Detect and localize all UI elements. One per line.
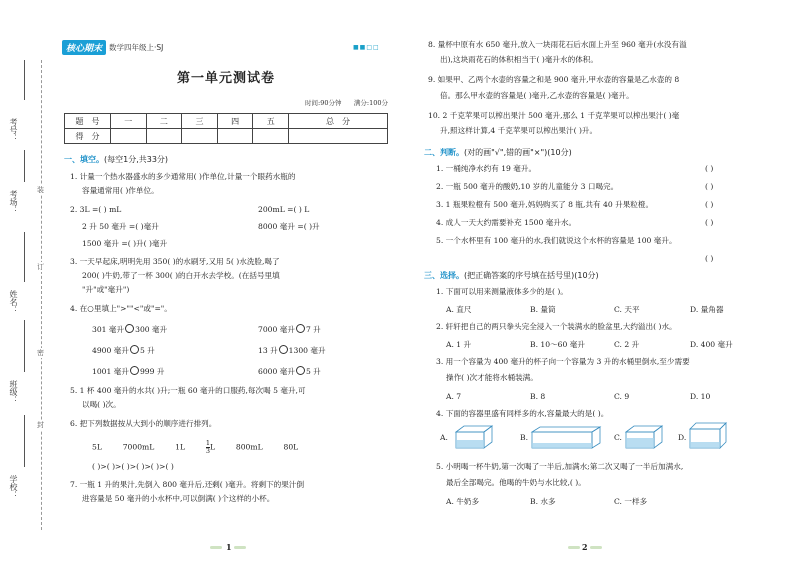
tank-d-icon xyxy=(688,422,728,450)
score-table-header-row xyxy=(65,114,388,129)
binding-label-class: 班级： xyxy=(9,380,18,404)
compare-left: 301 毫升 xyxy=(92,325,125,334)
question-6-order: ( )>( )>( )>( )>( )>( ) xyxy=(92,462,174,471)
binding-margin xyxy=(0,0,44,561)
exam-title: 第一单元测试卷 xyxy=(176,71,275,86)
judge-item: 1. 一桶纯净水约有 19 毫升。 xyxy=(436,164,537,173)
score-table xyxy=(64,113,388,144)
section-note: (对的画"√",错的画"×")(10分) xyxy=(464,148,572,157)
score-input-cell[interactable] xyxy=(182,129,218,144)
judge-item: 3. 1 瓶果粒橙有 500 毫升,妈妈购买了 8 瓶,共有 40 升果粒橙。 xyxy=(436,200,654,209)
question-7-line-1: 7. 一瓶 1 升的果汁,先倒入 800 毫升后,还剩( )毫升。将剩下的果汁倒 xyxy=(70,480,305,489)
binding-dashed-line xyxy=(41,60,42,530)
score-input-cell[interactable] xyxy=(111,129,147,144)
question-2-a2: 200mL =( ) L xyxy=(258,205,310,214)
exam-time: 时间:90分钟 xyxy=(305,99,342,107)
choice-option[interactable]: D. 400 毫升 xyxy=(690,340,733,349)
binding-char: 装 xyxy=(37,186,44,194)
score-input-cell[interactable] xyxy=(253,129,289,144)
binding-label-name: 姓名： xyxy=(9,290,18,314)
choice-4-question: 4. 下面的容器里盛有同样多的水,容量最大的是( )。 xyxy=(436,409,609,418)
tank-b-icon xyxy=(530,426,602,450)
compare-left: 7000 毫升 xyxy=(258,325,295,334)
choice-option[interactable]: A. 直尺 xyxy=(446,305,472,314)
compare-item xyxy=(92,324,167,335)
score-cell: 总 分 xyxy=(289,114,388,129)
section-judge-header xyxy=(424,147,572,158)
question-3-line-1: 3. 一天早起床,明明先用 350( )的水刷牙,又用 5( )水洗脸,喝了 xyxy=(70,257,280,266)
data-item: 7000mL xyxy=(122,442,155,452)
question-3-line-3: "升"或"毫升") xyxy=(82,285,130,294)
compare-circle[interactable] xyxy=(125,324,134,333)
question-10-line-1: 10. 2 千克苹果可以榨出果汁 500 毫升,那么 1 千克苹果可以榨出果汁( )毫 xyxy=(428,111,680,120)
data-item: 1L xyxy=(175,442,186,452)
score-cell: 得 分 xyxy=(65,129,111,144)
choice-option[interactable]: B. 10～60 毫升 xyxy=(530,340,585,349)
data-item: 5L xyxy=(92,442,102,452)
page-number-right: 2 xyxy=(582,542,588,552)
binding-underline xyxy=(24,415,25,467)
fraction-denominator: 3 xyxy=(205,447,210,455)
score-cell: 五 xyxy=(253,114,289,129)
binding-underline xyxy=(24,60,25,100)
section-fill-in-header xyxy=(64,154,168,165)
corner-mark: ■■□□ xyxy=(353,44,380,51)
judge-answer[interactable]: ( ) xyxy=(705,200,714,209)
choice-option[interactable]: B. 量筒 xyxy=(530,305,556,314)
section-note: (每空1分,共33分) xyxy=(104,155,169,164)
binding-label-exam-number: 考号： xyxy=(9,118,18,142)
compare-item xyxy=(258,345,326,356)
compare-right: 5 升 xyxy=(305,367,321,376)
choice-2-question: 2. 轩轩把自己的两只拳头完全浸入一个装满水的脸盆里,大约溢出( )水。 xyxy=(436,322,677,331)
choice-option[interactable]: A. 7 xyxy=(446,392,462,401)
judge-answer[interactable]: ( ) xyxy=(705,254,714,263)
question-5-line-2: 以喝( )次。 xyxy=(82,400,121,409)
choice-option[interactable]: D. xyxy=(678,433,687,442)
tank-a-icon xyxy=(454,424,494,450)
score-cell: 二 xyxy=(146,114,182,129)
logo-subtitle: 数学四年级上·SJ xyxy=(109,43,164,52)
compare-item xyxy=(92,366,164,377)
choice-option[interactable]: A. xyxy=(440,433,448,442)
choice-3-line-1: 3. 用一个容量为 400 毫升的杯子向一个容量为 3 升的水桶里倒水,至少需要 xyxy=(436,357,690,366)
data-item: 80L xyxy=(283,442,299,452)
compare-right: 1300 毫升 xyxy=(288,346,326,355)
section-title: 三、选择。 xyxy=(424,271,464,280)
binding-underline xyxy=(24,320,25,372)
judge-answer[interactable]: ( ) xyxy=(705,164,714,173)
choice-option[interactable]: B. 8 xyxy=(530,392,546,401)
question-1-line-2: 容量通常用( )作单位。 xyxy=(82,186,159,195)
section-choice-header xyxy=(424,270,599,281)
choice-5-line-2: 最后全部喝完。他喝的牛奶与水比较,( )。 xyxy=(446,478,586,487)
question-3-line-2: 200( )牛奶,带了一杯 300( )的白开水去学校。(在括号里填 xyxy=(82,271,280,280)
question-6-items xyxy=(92,440,298,455)
section-title: 二、判断。 xyxy=(424,148,464,157)
binding-underline xyxy=(24,150,25,182)
score-input-cell[interactable] xyxy=(217,129,253,144)
choice-option[interactable]: C. 一样多 xyxy=(614,497,648,506)
compare-item xyxy=(92,345,155,356)
fraction-numerator: 1 xyxy=(205,439,210,447)
question-9-line-1: 9. 如果甲、乙两个水壶的容量之和是 900 毫升,甲水壶的容量是乙水壶的 8 xyxy=(428,75,680,84)
compare-circle[interactable] xyxy=(279,345,288,354)
question-4-prompt: 4. 在○里填上">""<"或"="。 xyxy=(70,304,172,313)
section-title: 一、填空。 xyxy=(64,155,104,164)
binding-label-exam-room: 考场： xyxy=(9,190,18,214)
compare-item xyxy=(258,366,321,377)
question-8-line-1: 8. 量杯中原有水 650 毫升,放入一块雨花石后水面上升至 960 毫升(水没有溢 xyxy=(428,40,687,49)
compare-right: 7 升 xyxy=(305,325,321,334)
choice-option[interactable]: C. 2 升 xyxy=(614,340,640,349)
choice-option[interactable]: C. 9 xyxy=(614,392,630,401)
page-number-decoration xyxy=(568,546,580,549)
choice-option[interactable]: A. 1 升 xyxy=(446,340,472,349)
score-cell: 一 xyxy=(111,114,147,129)
score-input-cell[interactable] xyxy=(146,129,182,144)
compare-right: 300 毫升 xyxy=(135,325,168,334)
compare-left: 6000 毫升 xyxy=(258,367,295,376)
compare-circle[interactable] xyxy=(130,345,139,354)
binding-label-school: 学校： xyxy=(9,475,18,499)
question-9-line-2: 倍。那么甲水壶的容量是( )毫升,乙水壶的容量是( )毫升。 xyxy=(440,91,634,100)
section-note: (把正确答案的序号填在括号里)(10分) xyxy=(464,271,599,280)
choice-option[interactable]: A. 牛奶多 xyxy=(446,497,480,506)
judge-item: 5. 一个水杯里有 100 毫升的水,我们就说这个水杯的容量是 100 毫升。 xyxy=(436,236,677,245)
page-number-decoration xyxy=(210,546,222,549)
judge-answer[interactable]: ( ) xyxy=(705,218,714,227)
page-number-left: 1 xyxy=(226,542,232,552)
judge-item: 4. 成人一天大约需要补充 1500 毫升水。 xyxy=(436,218,577,227)
question-8-line-2: 出),这块雨花石的体积相当于( )毫升水的体积。 xyxy=(440,55,598,64)
page-number-decoration xyxy=(590,546,602,549)
data-item: 800mL xyxy=(235,442,263,452)
judge-answer[interactable]: ( ) xyxy=(705,182,714,191)
choice-option[interactable]: B. xyxy=(520,433,528,442)
binding-char: 订 xyxy=(37,263,44,271)
compare-circle[interactable] xyxy=(130,366,139,375)
logo-badge: 核心期末 xyxy=(62,40,106,55)
binding-char: 密 xyxy=(37,349,44,357)
score-table-score-row xyxy=(65,129,388,144)
question-6-prompt: 6. 把下列数据按从大到小的顺序进行排列。 xyxy=(70,419,217,428)
score-cell: 题 号 xyxy=(65,114,111,129)
binding-char: 封 xyxy=(37,421,44,429)
exam-total: 满分:100分 xyxy=(353,99,388,107)
question-7-line-2: 进容量是 50 毫升的小水杯中,可以倒满( )个这样的小杯。 xyxy=(82,494,275,503)
exam-meta xyxy=(62,98,388,107)
compare-right: 5 升 xyxy=(139,346,155,355)
compare-item xyxy=(258,324,321,335)
choice-option[interactable]: D. 量角器 xyxy=(690,305,724,314)
choice-3-line-2: 操作( )次才能将水桶装满。 xyxy=(446,373,538,382)
compare-left: 13 升 xyxy=(258,346,278,355)
question-1-line-1: 1. 计量一个热水器盛水的多少通常用( )作单位,计量一个眼药水瓶的 xyxy=(70,172,296,181)
compare-left: 4900 毫升 xyxy=(92,346,129,355)
choice-option[interactable]: C. xyxy=(614,433,622,442)
data-item: L xyxy=(210,442,216,452)
score-input-cell[interactable] xyxy=(289,129,388,144)
score-cell: 四 xyxy=(217,114,253,129)
compare-circle[interactable] xyxy=(296,324,305,333)
page-number-decoration xyxy=(234,546,246,549)
judge-item: 2. 一瓶 500 毫升的酸奶,10 岁的儿童能分 3 口喝完。 xyxy=(436,182,619,191)
compare-right: 999 升 xyxy=(139,367,165,376)
binding-underline xyxy=(24,232,25,282)
score-cell: 三 xyxy=(182,114,218,129)
brand-logo xyxy=(62,40,163,55)
choice-1-question: 1. 下面可以用来测量液体多少的是( )。 xyxy=(436,287,568,296)
question-2-b1: 2 升 50 毫升 =( )毫升 xyxy=(82,222,159,231)
choice-option[interactable]: B. 水多 xyxy=(530,497,556,506)
question-2-c: 1500 毫升 =( )升( )毫升 xyxy=(82,239,168,248)
question-5-line-1: 5. 1 杯 400 毫升的水共( )升;一瓶 60 毫升的口服药,每次喝 5 毫升,可 xyxy=(70,386,306,395)
compare-circle[interactable] xyxy=(296,366,305,375)
compare-left: 1001 毫升 xyxy=(92,367,129,376)
question-2-a1: 2. 3L =( ) mL xyxy=(70,205,122,214)
question-2-b2: 8000 毫升 =( )升 xyxy=(258,222,320,231)
choice-option[interactable]: C. 天平 xyxy=(614,305,640,314)
question-10-line-2: 升,照这样计算,4 千克苹果可以榨出果汁( )升。 xyxy=(440,126,598,135)
tank-c-icon xyxy=(624,424,664,450)
choice-5-line-1: 5. 小明喝一杯牛奶,第一次喝了一半后,加满水;第二次又喝了一半后加满水, xyxy=(436,462,684,471)
choice-option[interactable]: D. 10 xyxy=(690,392,711,401)
